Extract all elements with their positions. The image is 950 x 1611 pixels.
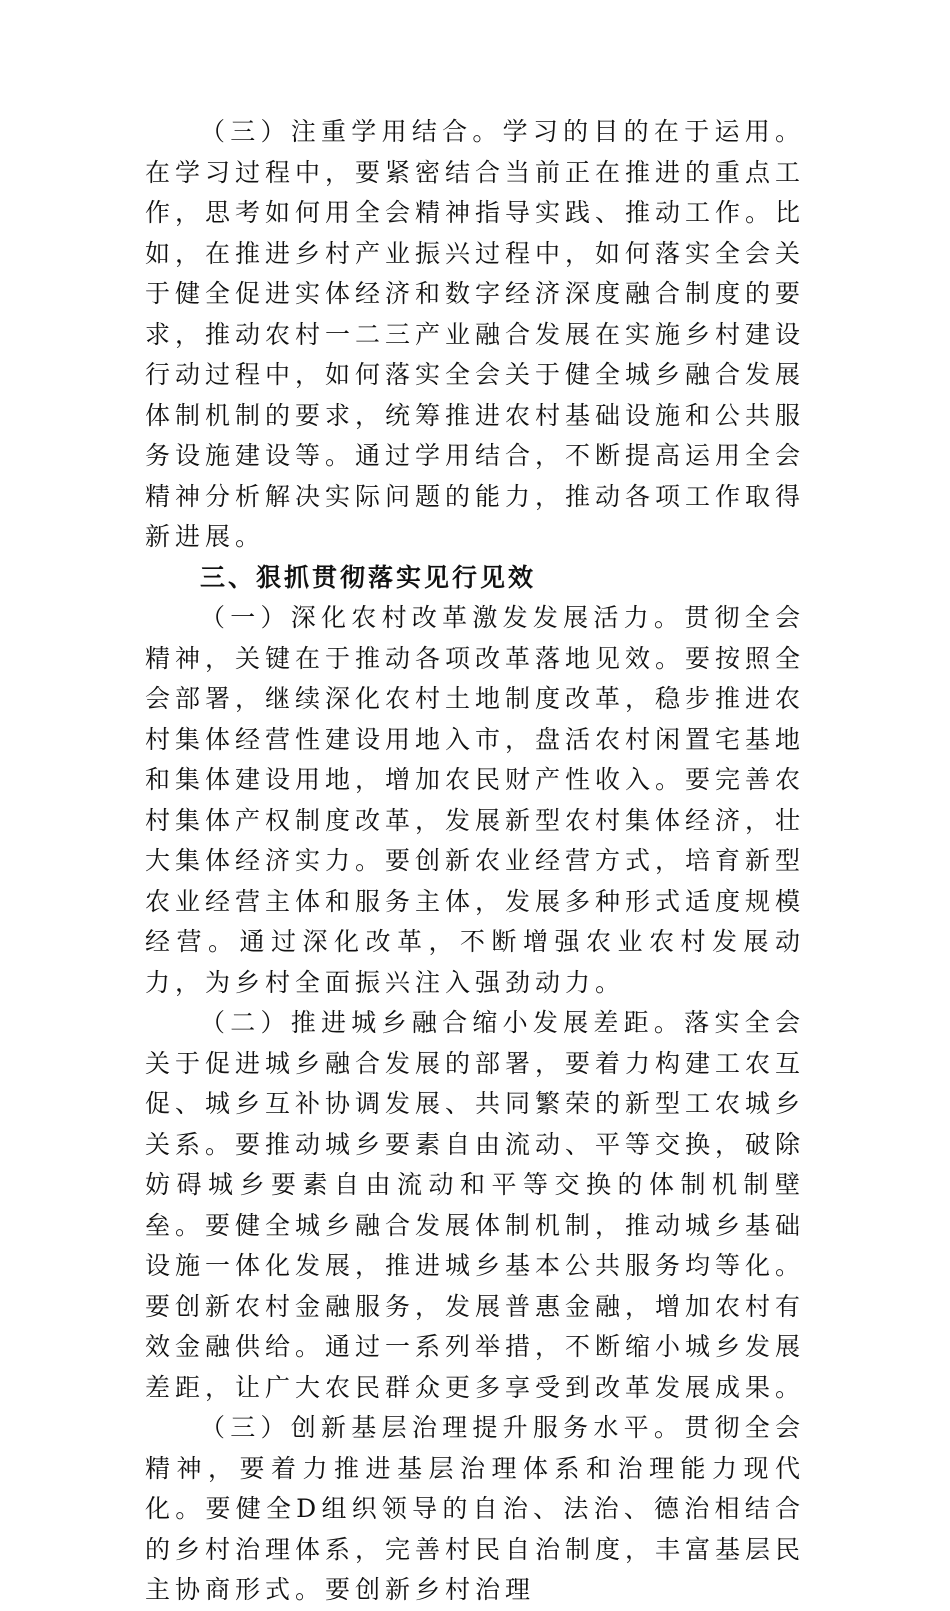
- document-body: [145, 112, 805, 1611]
- paragraph-urban-rural-integration: （二）推进城乡融合缩小发展差距。落实全会关于促进城乡融合发展的部署，要着力构建工农互促、城乡互补协调发展、共同繁荣的新型工农城乡关系。要推动城乡要素自由流动、平等交换，破除妨碍城乡要素自由流动和平等交换的体制机制壁垒。要健全城乡融合发展体制机制，推动城乡基础设施一体化发展，推进城乡基本公共服务均等化。要创新农村金融服务，发展普惠金融，增加农村有效金融供给。通过一系列举措，不断缩小城乡发展差距，让广大农民群众更多享受到改革发展成果。: [145, 1008, 806, 1402]
- paragraph-rural-reform: （一）深化农村改革激发发展活力。贯彻全会精神，关键在于推动各项改革落地见效。要按照全会部署，继续深化农村土地制度改革，稳步推进农村集体经营性建设用地入市，盘活农村闲置宅基地和集体建设用地，增加农民财产性收入。要完善农村集体产权制度改革，发展新型农村集体经济，壮大集体经济实力。要创新农业经营方式，培育新型农业经营主体和服务主体，发展多种形式适度规模经营。通过深化改革，不断增强农业农村发展动力，为乡村全面振兴注入强劲动力。: [145, 603, 806, 997]
- paragraph-study-application: （三）注重学用结合。学习的目的在于运用。在学习过程中，要紧密结合当前正在推进的重点工作，思考如何用全会精神指导实践、推动工作。比如，在推进乡村产业振兴过程中，如何落实全会关于健全促进实体经济和数字经济深度融合制度的要求，推动农村一二三产业融合发展在实施乡村建设行动过程中，如何落实全会关于健全城乡融合发展体制机制的要求，统筹推进农村基础设施和公共服务设施建设等。通过学用结合，不断提高运用全会精神分析解决实际问题的能力，推动各项工作取得新进展。: [145, 117, 806, 551]
- section-heading-implementation: 三、狠抓贯彻落实见行见效: [200, 562, 537, 592]
- paragraph-grassroots-governance: （三）创新基层治理提升服务水平。贯彻全会精神，要着力推进基层治理体系和治理能力现代化。要健全D组织领导的自治、法治、德治相结合的乡村治理体系，完善村民自治制度，丰富基层民主协商形式。要创新乡村治理: [145, 1413, 806, 1604]
